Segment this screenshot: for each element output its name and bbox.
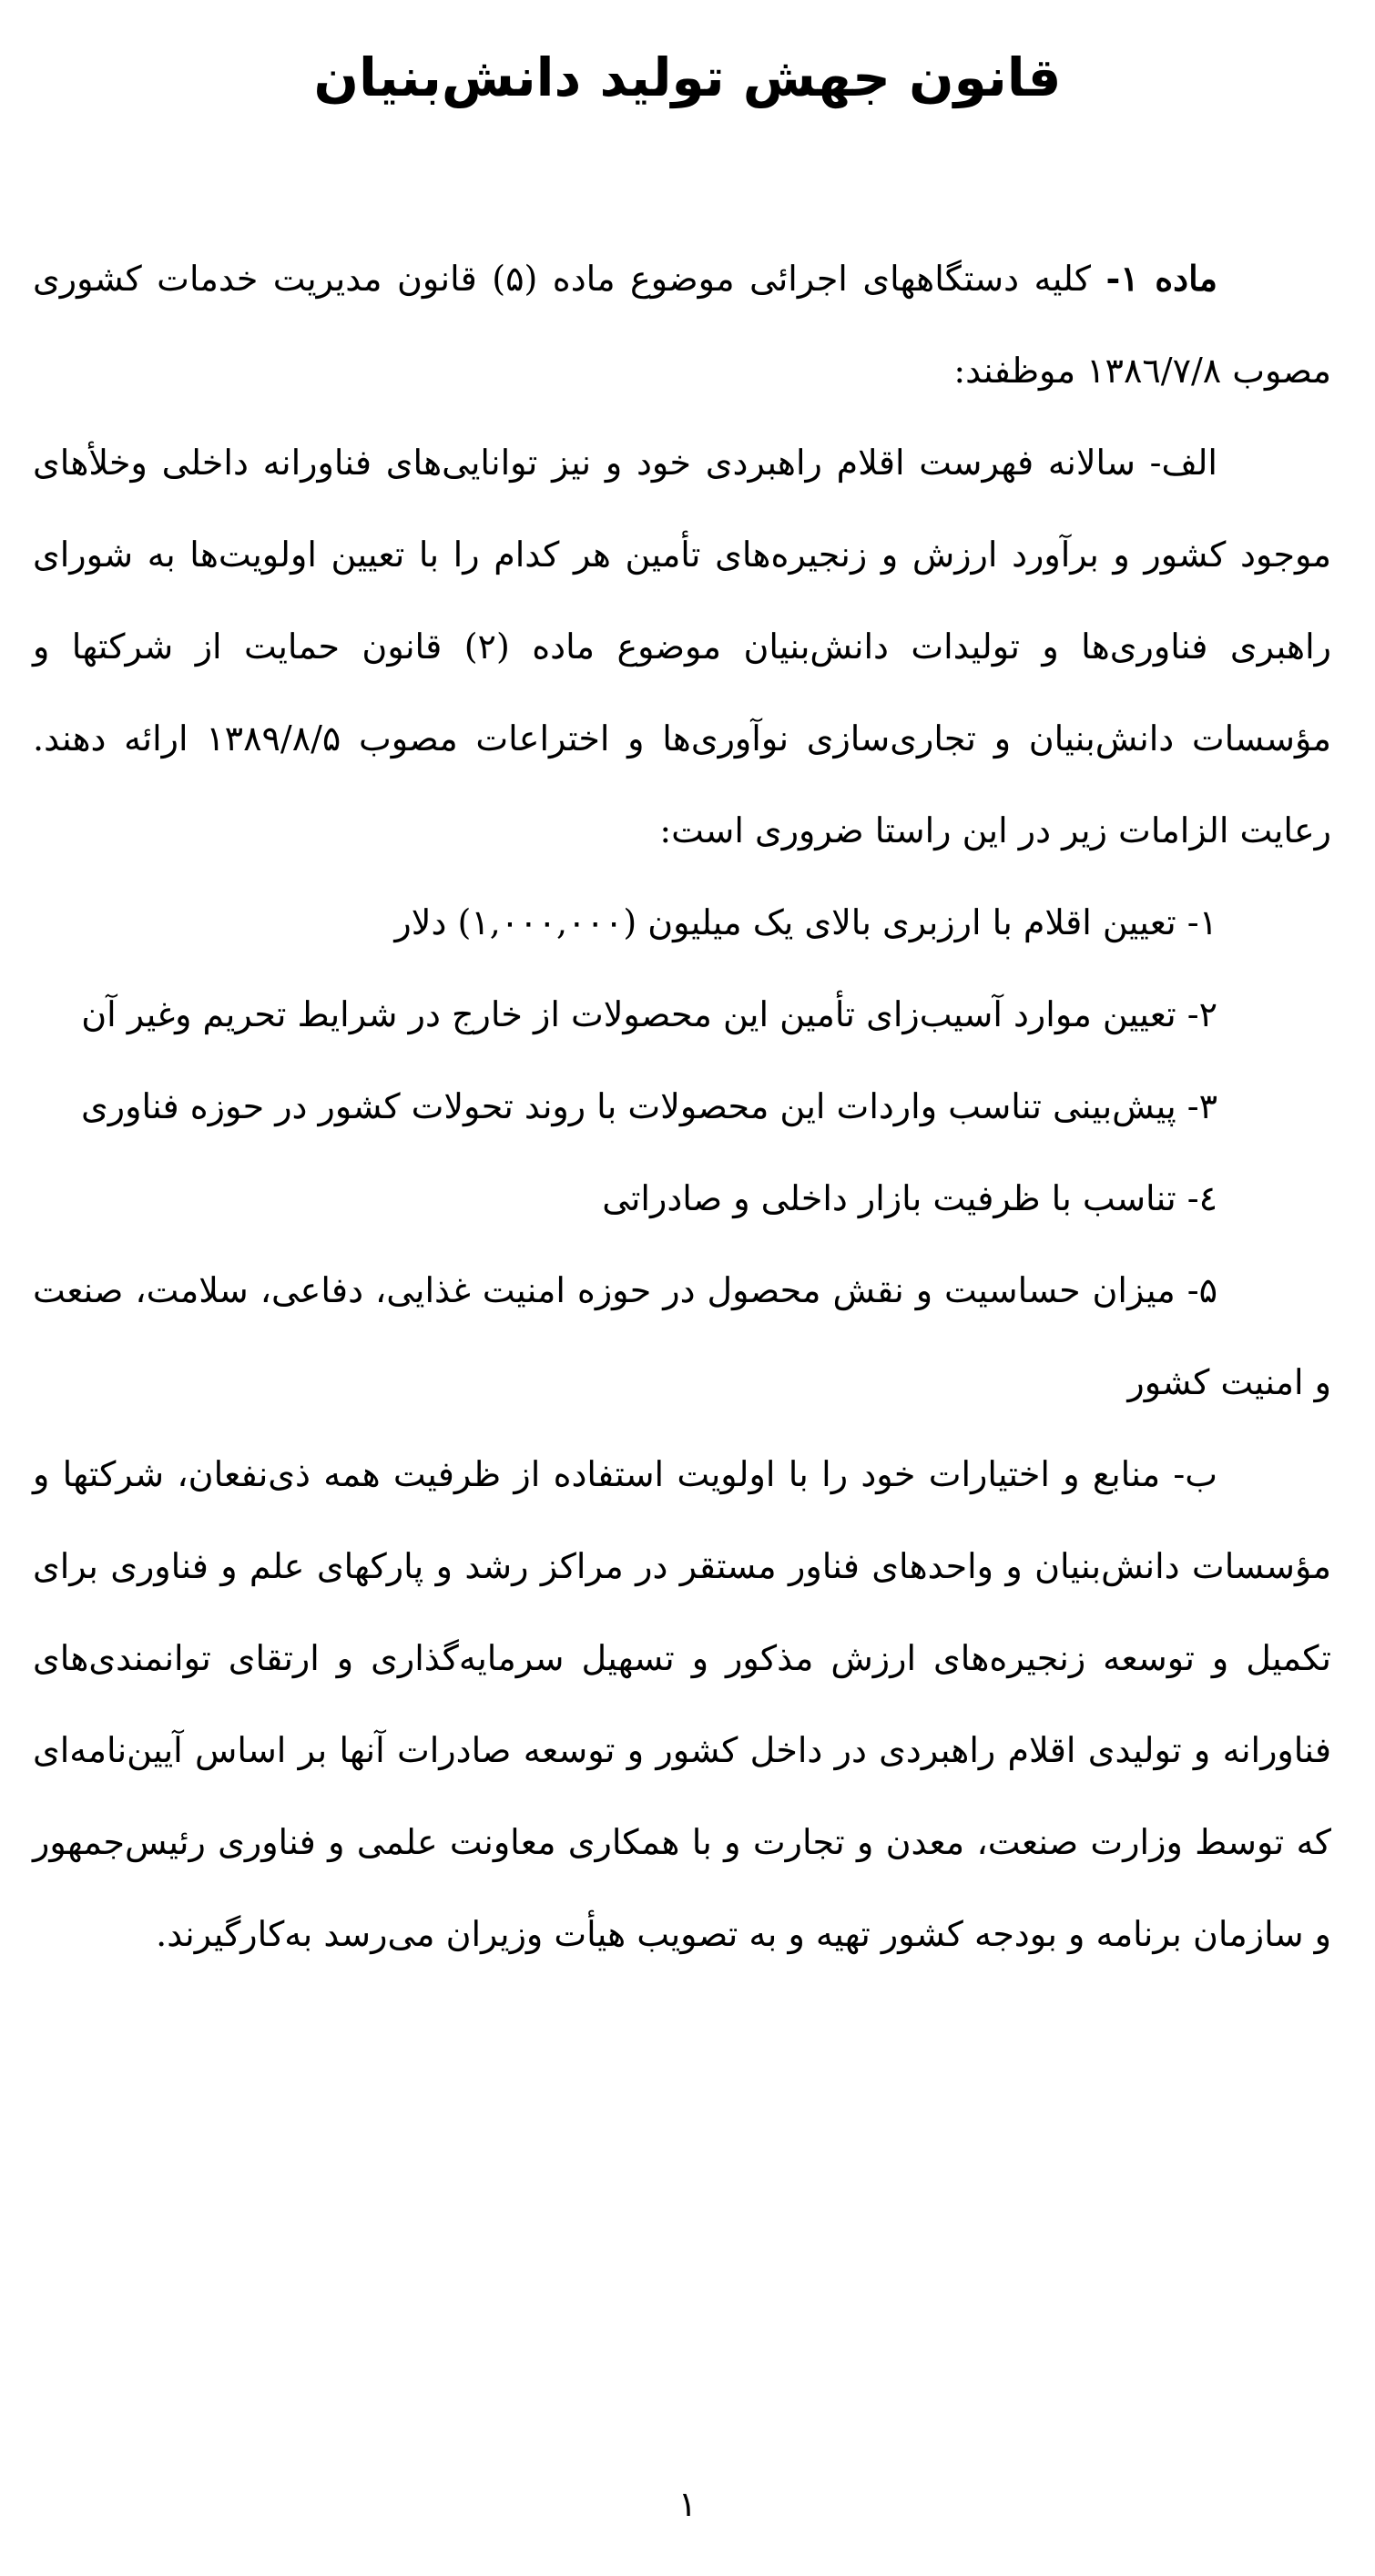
list-item: ۵- میزان حساسیت و نقش محصول در حوزه امنیت غذایی، دفاعی، سلامت، صنعت و امنیت کشور xyxy=(33,1270,1331,1402)
page-number: ۱ xyxy=(677,2484,698,2524)
list-item: ۳- پیش‌بینی تناسب واردات این محصولات با روند تحولات کشور در حوزه فناوری xyxy=(81,1086,1217,1126)
list-item: ٤- تناسب با ظرفیت بازار داخلی و صادراتی xyxy=(602,1178,1217,1218)
article-1-paragraph xyxy=(33,232,1331,417)
article-1-intro: کلیه دستگاههای اجرائی موضوع ماده (۵) قانون مدیریت خدمات کشوری مصوب ۱۳۸٦/۷/۸ موظفند: xyxy=(33,259,1331,391)
article-1-label: ماده ۱- xyxy=(1105,258,1218,299)
document-title: قانون جهش تولید دانش‌بنیان xyxy=(313,46,1062,108)
clause-alef: الف- سالانه فهرست اقلام راهبردی خود و نیز توانایی‌های فناورانه داخلی وخلأهای موجود کشور و برآورد ارزش و زنجیره‌های تأمین هر کدام را با تعیین اولویت‌ها به شورای راهبری فناوری‌ها و تولیدات دانش‌بنیان موضوع ماده (۲) قانون حمایت از شرکتها و مؤسسات دانش‌بنیان و تجاری‌سازی نوآوری‌ها و اختراعات مصوب ۱۳۸۹/۸/۵ ارائه دهند. رعایت الزامات زیر در این راستا ضروری است: xyxy=(33,443,1331,850)
document-body xyxy=(33,232,1331,1980)
list-item: ۲- تعیین موارد آسیب‌زای تأمین این محصولات از خارج در شرایط تحریم وغیر آن xyxy=(81,994,1217,1034)
list-item: ۱- تعیین اقلام با ارزبری بالای یک میلیون (۱,۰۰۰,۰۰۰) دلار xyxy=(394,902,1217,942)
clause-be: ب- منابع و اختیارات خود را با اولویت استفاده از ظرفیت همه ذی‌نفعان، شرکتها و مؤسسات دانش‌بنیان و واحدهای فناور مستقر در مراکز رشد و پارکهای علم و فناوری برای تکمیل و توسعه زنجیره‌های ارزش مذکور و تسهیل سرمایه‌گذاری و ارتقای توانمندی‌های فناورانه و تولیدی اقلام راهبردی در داخل کشور و توسعه صادرات آنها بر اساس آیین‌نامه‌ای که توسط وزارت صنعت، معدن و تجارت و با همکاری معاونت علمی و فناوری رئیس‌جمهور و سازمان برنامه و بودجه کشور تهیه و به تصویب هیأت وزیران می‌رسد به‌کارگیرند. xyxy=(33,1454,1332,1954)
